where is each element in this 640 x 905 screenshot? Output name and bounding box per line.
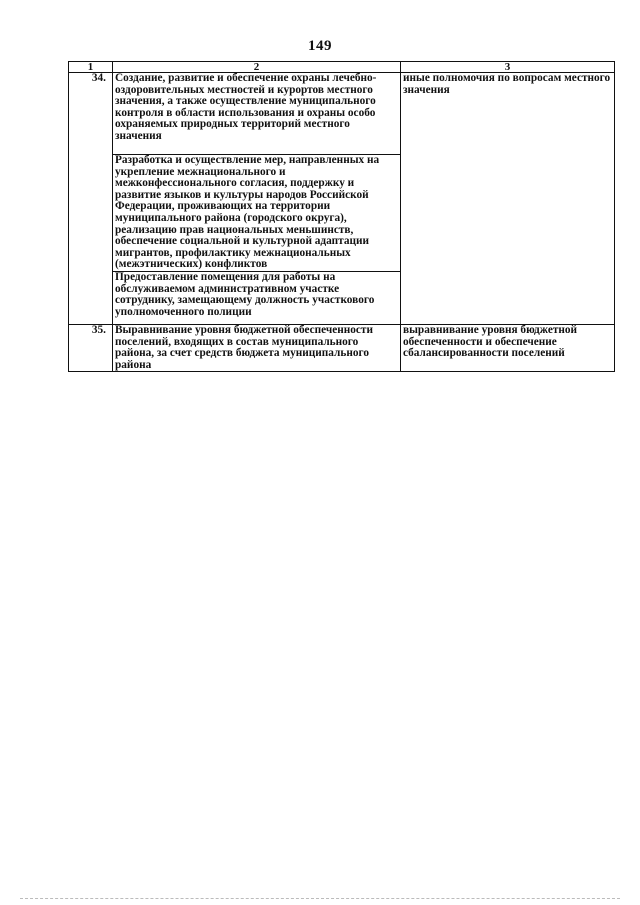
row-34-item-3: Предоставление помещения для работы на обслуживаемом административном участке сотруднику, замещающему должность участкового уполномоченного полиции: [113, 271, 401, 324]
table-header-row: [69, 62, 615, 73]
row-34-item-2: Разработка и осуществление мер, направленных на укрепление межнационального и межконфессионального согласия, поддержку и развитие языков и культуры народов Российской Федерации, проживающих на территории муниципального района (городского округа), реализацию прав национальных меньшинств, обеспечение социальной и культурной адаптации мигрантов, профилактику межнациональных (межэтнических) конфликтов: [113, 155, 401, 272]
header-col-2: 2: [113, 62, 401, 73]
table-row: [69, 324, 615, 371]
table-row: [69, 73, 615, 155]
row-number: 35.: [69, 324, 113, 371]
header-col-1: 1: [69, 62, 113, 73]
powers-table: [68, 61, 615, 372]
header-col-3: 3: [401, 62, 615, 73]
row-34-col3: иные полномочия по вопросам местного значения: [401, 73, 615, 325]
row-number: 34.: [69, 73, 113, 325]
row-35-col2: Выравнивание уровня бюджетной обеспеченности поселений, входящих в состав муниципального района, за счет средств бюджета муниципального района: [113, 324, 401, 371]
row-34-item-1: Создание, развитие и обеспечение охраны лечебно-оздоровительных местностей и курортов местного значения, а также осуществление муниципального контроля в области использования и охраны особо охраняемых природных территорий местного значения: [113, 73, 401, 155]
scan-edge-line: [20, 897, 620, 899]
row-35-col3: выравнивание уровня бюджетной обеспеченности и обеспечение сбалансированности поселений: [401, 324, 615, 371]
page-number: 149: [308, 38, 332, 54]
